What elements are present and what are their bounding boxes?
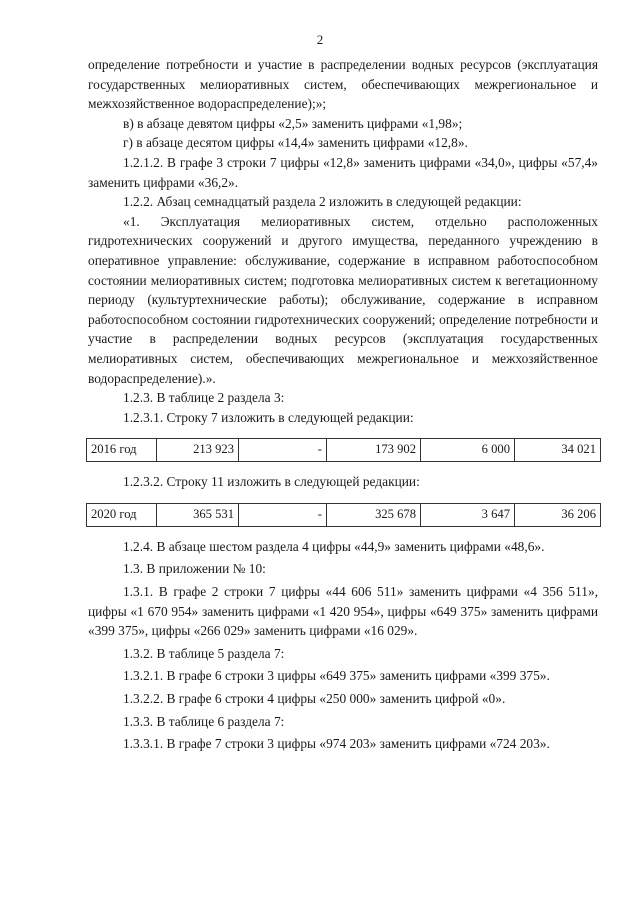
paragraph-1-3: 1.3. В приложении № 10: (123, 561, 266, 577)
paragraph-1-2-1-2: 1.2.1.2. В графе 3 строки 7 цифры «12,8» заменить цифрами «34,0», цифры «57,4» заменить цифрами «36,2». (88, 154, 598, 190)
document-body (88, 55, 598, 754)
table-row (87, 439, 601, 462)
paragraph-1-3-1: 1.3.1. В графе 2 строки 7 цифры «44 606 511» заменить цифрами «4 356 511», цифры «1 670 954» заменить цифрами «1 420 954», цифры «649 375» заменить цифрами «399 375», цифры «266 029» заменить цифрами «16 029». (88, 584, 598, 639)
table-cell: 36 206 (515, 503, 601, 526)
paragraph-1-3-2-2: 1.3.2.2. В графе 6 строки 4 цифры «250 000» заменить цифрой «0». (123, 691, 506, 707)
paragraph-1-3-2-1: 1.3.2.1. В графе 6 строки 3 цифры «649 375» заменить цифрами «399 375». (123, 668, 550, 684)
paragraph-1-3-3-1: 1.3.3.1. В графе 7 строки 3 цифры «974 203» заменить цифрами «724 203». (123, 736, 550, 752)
paragraph-1-2-2: 1.2.2. Абзац семнадцатый раздела 2 изложить в следующей редакции: (123, 194, 522, 210)
paragraph-1-2-3: 1.2.3. В таблице 2 раздела 3: (123, 390, 285, 406)
paragraph-quote: «1. Эксплуатация мелиоративных систем, отдельно расположенных гидротехнических сооружений и другого имущества, переданного учреждению в оперативное управление: обслуживание, содержание в исправном работоспособном состоянии мелиоративных систем; подготовка мелиоративных систем к вегетационному периоду (культуртехнические работы); обслуживание, содержание в исправном работоспособном состоянии гидротехнических сооружений; определение потребности и участие в распределении водных ресурсов (эксплуатация государственных мелиоративных систем, обеспечивающих межрегиональное и межхозяйственное водораспределение).». (88, 213, 598, 386)
table-cell: 173 902 (327, 439, 421, 462)
table-cell: - (239, 439, 327, 462)
paragraph-1-3-2: 1.3.2. В таблице 5 раздела 7: (123, 645, 285, 661)
table-row-2020 (86, 503, 601, 527)
table-cell: 3 647 (421, 503, 515, 526)
table-cell: 213 923 (157, 439, 239, 462)
paragraph-1-2-3-1: 1.2.3.1. Строку 7 изложить в следующей редакции: (123, 409, 414, 425)
table-cell: 6 000 (421, 439, 515, 462)
page-number: 2 (316, 32, 324, 47)
table-cell-year: 2016 год (87, 439, 157, 462)
paragraph-g: г) в абзаце десятом цифры «14,4» заменить цифрами «12,8». (123, 135, 468, 151)
table-cell: 325 678 (327, 503, 421, 526)
table-row (87, 503, 601, 526)
table-row-2016 (86, 438, 601, 462)
table-cell: 365 531 (157, 503, 239, 526)
paragraph-continuation: определение потребности и участие в распределении водных ресурсов (эксплуатация государственных мелиоративных систем, обеспечивающих межрегиональное и межхозяйственное водораспределение);»; (88, 57, 598, 112)
table-cell: - (239, 503, 327, 526)
paragraph-1-2-4: 1.2.4. В абзаце шестом раздела 4 цифры «44,9» заменить цифрами «48,6». (123, 538, 545, 554)
paragraph-1-2-3-2: 1.2.3.2. Строку 11 изложить в следующей редакции: (123, 474, 420, 490)
paragraph-v: в) в абзаце девятом цифры «2,5» заменить цифрами «1,98»; (123, 115, 463, 131)
paragraph-1-3-3: 1.3.3. В таблице 6 раздела 7: (123, 713, 285, 729)
table-cell: 34 021 (515, 439, 601, 462)
table-cell-year: 2020 год (87, 503, 157, 526)
